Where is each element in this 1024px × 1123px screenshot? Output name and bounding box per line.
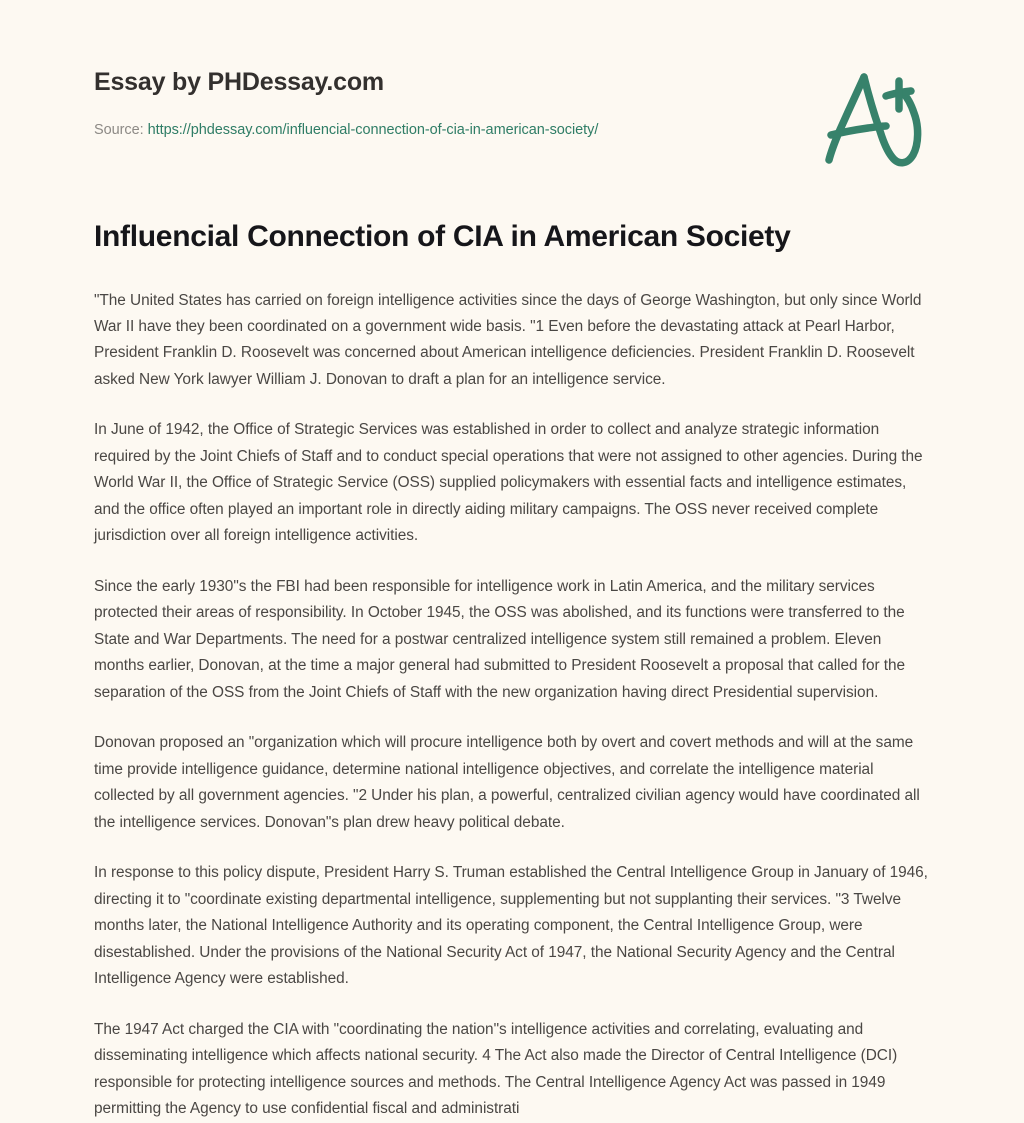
page-header xyxy=(0,0,1024,185)
essay-text xyxy=(94,288,934,1123)
paragraph: The 1947 Act charged the CIA with "coordinating the nation"s intelligence activities and correlating, evaluating and disseminating intelligence which affects national security. 4 The Act also made the Director of Central Intelligence (DCI) responsible for protecting intelligence sources and methods. The Central Intelligence Agency Act was passed in 1949 permitting the Agency to use confidential fiscal and administrati xyxy=(94,1020,898,1118)
article-body xyxy=(94,218,934,1123)
page-title: Influencial Connection of CIA in American Society xyxy=(94,220,791,253)
brand-title: Essay by PHDessay.com xyxy=(94,68,384,96)
source-line xyxy=(94,122,598,138)
source-label: Source: xyxy=(94,122,144,138)
paragraph: "The United States has carried on foreign intelligence activities since the days of George Washington, but only since World War II have they been coordinated on a government wide basis. "1 Even before the devastating attack at Pearl Harbor, President Franklin D. Roosevelt was concerned about American intelligence deficiencies. President Franklin D. Roosevelt asked New York lawyer William J. Donovan to draft a plan for an intelligence service. xyxy=(94,291,922,388)
paragraph: Since the early 1930"s the FBI had been responsible for intelligence work in Latin America, and the military services protected their areas of responsibility. In October 1945, the OSS was abolished, and its functions were transferred to the State and War Departments. The need for a postwar centralized intelligence system still remained a problem. Eleven months earlier, Donovan, at the time a major general had submitted to President Roosevelt a proposal that called for the separation of the OSS from the Joint Chiefs of Staff with the new organization having direct Presidential supervision. xyxy=(94,577,906,701)
paragraph: In June of 1942, the Office of Strategic Services was established in order to collect and analyze strategic information required by the Joint Chiefs of Staff and to conduct special operations that were not assigned to other agencies. During the World War II, the Office of Strategic Service (OSS) supplied policymakers with essential facts and intelligence estimates, and the office often played an important role in directly aiding military campaigns. The OSS never received complete jurisdiction over all foreign intelligence activities. xyxy=(94,421,923,545)
paragraph: In response to this policy dispute, President Harry S. Truman established the Central Intelligence Group in January of 1946, directing it to "coordinate existing departmental intelligence, supplementing but not supplanting their services. "3 Twelve months later, the National Intelligence Authority and its operating component, the Central Intelligence Group, were disestablished. Under the provisions of the National Security Act of 1947, the National Security Agency and the Central Intelligence Agency were established. xyxy=(94,864,928,988)
aplus-logo-icon xyxy=(806,52,934,176)
source-url-link[interactable]: https://phdessay.com/influencial-connection-of-cia-in-american-society/ xyxy=(147,122,599,138)
paragraph: Donovan proposed an "organization which will procure intelligence both by overt and covert methods and will at the same time provide intelligence guidance, determine national intelligence objectives, and correlate the intelligence material collected by all government agencies. "2 Under his plan, a powerful, centralized civilian agency would have coordinated all the intelligence services. Donovan"s plan drew heavy political debate. xyxy=(94,734,920,831)
